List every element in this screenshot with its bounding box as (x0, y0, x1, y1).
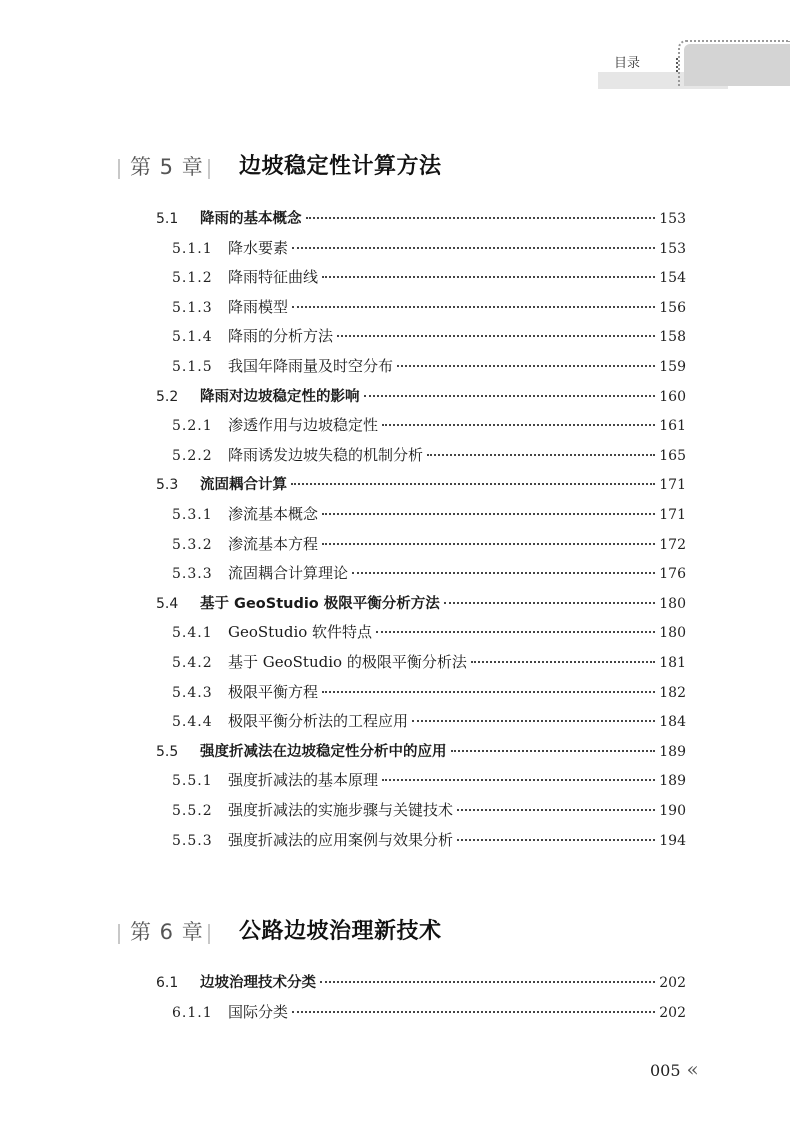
chapter-heading-6 (118, 910, 718, 950)
toc-entry-title: 降雨模型 (228, 297, 289, 316)
toc-entry-title: 极限平衡分析法的工程应用 (228, 712, 409, 731)
toc-entry-page: 182 (659, 684, 686, 701)
chapter-heading-5 (118, 145, 718, 185)
toc-entry-title: 流固耦合计算理论 (228, 564, 349, 583)
toc-dot-leader (322, 691, 655, 693)
header-block (684, 44, 790, 86)
toc-entry[interactable] (172, 414, 686, 436)
chapter-bar-right (208, 159, 210, 179)
toc-entry-number: 5.4.4 (172, 714, 213, 731)
toc-dot-leader (457, 809, 655, 811)
chapter-label: 第 5 章 (130, 155, 204, 179)
toc-dot-leader (292, 247, 655, 249)
toc-entry-page: 202 (659, 1005, 686, 1021)
toc-dot-leader (322, 543, 655, 545)
toc-entry[interactable] (172, 769, 686, 791)
toc-entry-page: 153 (659, 240, 686, 257)
toc-dot-leader (451, 750, 656, 752)
header-dots (676, 58, 683, 72)
toc-entry-number: 5.4.1 (172, 625, 213, 642)
toc-entry-page: 153 (659, 211, 686, 227)
toc-entry[interactable] (172, 503, 686, 525)
toc-dot-leader (382, 424, 655, 426)
toc-entry-number: 5.3.2 (172, 536, 213, 553)
toc-entry-page: 171 (659, 477, 686, 494)
toc-entry-page: 165 (659, 447, 686, 464)
toc-entry-title: 强度折减法的应用案例与效果分析 (228, 830, 454, 849)
toc-entry-page: 158 (659, 329, 686, 346)
toc-entry[interactable] (172, 562, 686, 584)
toc-entry-title: 渗流基本方程 (228, 534, 319, 553)
toc-entry-title: 降雨的分析方法 (228, 327, 334, 346)
toc-entry-page: 181 (659, 655, 686, 671)
toc-entry-title: 降雨的基本概念 (200, 211, 302, 227)
toc-entry-title: 降雨诱发边坡失稳的机制分析 (228, 445, 424, 464)
toc-entry-page: 194 (659, 832, 686, 849)
toc-dot-leader (322, 513, 655, 515)
chapter-bar-left (118, 924, 120, 944)
toc-entry-page: 171 (659, 507, 686, 523)
toc-dot-leader (364, 395, 656, 397)
toc-entry-page: 159 (659, 359, 686, 375)
chapter-title: 边坡稳定性计算方法 (239, 154, 442, 179)
toc-entry-number: 5.1.1 (172, 240, 213, 257)
toc-entry[interactable] (172, 799, 686, 821)
toc-entry-title: 基于 GeoStudio 极限平衡分析方法 (200, 595, 440, 612)
toc-dot-leader (444, 602, 655, 604)
toc-entry-title: 降雨对边坡稳定性的影响 (200, 388, 360, 405)
toc-dot-leader (291, 483, 655, 485)
toc-entry-number: 5.4.3 (172, 684, 213, 701)
toc-dot-leader (427, 454, 655, 456)
chapter-bar-right (208, 924, 210, 944)
toc-dot-leader (352, 572, 655, 574)
toc-entry-title: 国际分类 (228, 1003, 289, 1021)
toc-entry-number: 5.4 (156, 595, 179, 612)
toc-entry-number: 5.1.4 (172, 329, 213, 346)
toc-entry-number: 5.2.1 (172, 418, 213, 435)
toc-entry-page: 154 (659, 270, 686, 287)
toc-dot-leader (337, 335, 655, 337)
page-footer (650, 1057, 699, 1081)
toc-entry[interactable] (156, 473, 686, 495)
toc-entry-number: 5.4.2 (172, 655, 213, 671)
toc-entry-title: 强度折减法在边坡稳定性分析中的应用 (200, 743, 447, 760)
toc-entry-page: 190 (659, 803, 686, 819)
toc-entry-page: 180 (659, 625, 686, 642)
toc-dot-leader (412, 720, 655, 722)
toc-dot-leader (382, 779, 655, 781)
toc-entry-number: 5.2.2 (172, 447, 213, 464)
toc-entry[interactable] (156, 207, 686, 229)
toc-entry-number: 5.1.2 (172, 270, 213, 287)
toc-entry-page: 184 (659, 714, 686, 731)
toc-entry-page: 160 (659, 388, 686, 405)
toc-entry-number: 5.1.3 (172, 299, 213, 316)
toc-entry-number: 5.3.1 (172, 507, 213, 523)
toc-dot-leader (320, 981, 655, 983)
page-number: 005 (650, 1061, 681, 1080)
toc-entry-number: 5.5 (156, 743, 179, 760)
toc-entry-number: 5.3.3 (172, 566, 213, 583)
toc-entry-number: 5.1.5 (172, 359, 213, 375)
toc-entry-number: 5.3 (156, 477, 179, 494)
toc-entry-number: 5.5.1 (172, 773, 213, 790)
toc-entry[interactable] (172, 1001, 686, 1023)
toc-entry[interactable] (172, 533, 686, 555)
header-tab (598, 44, 790, 86)
toc-entry-title: 降雨特征曲线 (228, 268, 319, 287)
toc-entry-title: 渗透作用与边坡稳定性 (228, 416, 379, 435)
chapter-title: 公路边坡治理新技术 (239, 919, 442, 944)
toc-entry[interactable] (172, 355, 686, 377)
toc-entry[interactable] (172, 621, 686, 643)
toc-dot-leader (397, 365, 655, 367)
toc-entry-title: 强度折减法的基本原理 (228, 771, 379, 790)
header-label: 目录 (614, 56, 641, 71)
toc-entry[interactable] (156, 592, 686, 614)
toc-entry-title: GeoStudio 软件特点 (228, 623, 373, 642)
toc-entry-number: 5.5.3 (172, 832, 213, 849)
toc-entry[interactable] (172, 296, 686, 318)
toc-dot-leader (457, 839, 655, 841)
toc-entry[interactable] (172, 651, 686, 673)
toc-entry-title: 强度折减法的实施步骤与关键技术 (228, 801, 454, 819)
toc-dot-leader (322, 276, 655, 278)
toc-entry[interactable] (172, 325, 686, 347)
toc-entry-page: 189 (659, 773, 686, 790)
chapter-label: 第 6 章 (130, 920, 204, 944)
toc-dot-leader (292, 1011, 655, 1013)
chapter-bar-left (118, 159, 120, 179)
toc-dot-leader (306, 217, 656, 219)
toc-entry-number: 5.5.2 (172, 803, 213, 819)
toc-dot-leader (471, 661, 655, 663)
toc-entry-title: 我国年降雨量及时空分布 (228, 357, 394, 375)
toc-entry-number: 5.1 (156, 211, 179, 227)
toc-entry[interactable] (172, 237, 686, 259)
toc-entry[interactable] (156, 971, 686, 993)
toc-entry-page: 180 (659, 595, 686, 612)
page-arrow-icon: « (686, 1057, 699, 1081)
toc-entry-page: 156 (659, 299, 686, 316)
toc-entry-page: 161 (659, 418, 686, 435)
toc-entry-page: 172 (659, 536, 686, 553)
toc-entry[interactable] (172, 681, 686, 703)
toc-entry-page: 202 (659, 975, 686, 991)
toc-entry-title: 基于 GeoStudio 的极限平衡分析法 (228, 653, 467, 671)
toc-entry[interactable] (172, 266, 686, 288)
toc-entry-title: 渗流基本概念 (228, 505, 319, 523)
toc-entry-page: 189 (659, 743, 686, 760)
toc-entry[interactable] (156, 740, 686, 762)
toc-entry-number: 6.1.1 (172, 1005, 213, 1021)
toc-entry-title: 流固耦合计算 (200, 477, 287, 494)
toc-entry-page: 176 (659, 566, 686, 583)
toc-entry-number: 5.2 (156, 388, 179, 405)
toc-dot-leader (292, 306, 655, 308)
toc-entry[interactable] (172, 829, 686, 851)
toc-entry[interactable] (172, 444, 686, 466)
toc-entry-number: 6.1 (156, 975, 179, 991)
toc-entry[interactable] (156, 385, 686, 407)
toc-entry[interactable] (172, 710, 686, 732)
toc-dot-leader (376, 631, 655, 633)
toc-entry-title: 极限平衡方程 (228, 682, 319, 701)
toc-entry-title: 降水要素 (228, 238, 289, 257)
toc-entry-title: 边坡治理技术分类 (200, 975, 316, 991)
